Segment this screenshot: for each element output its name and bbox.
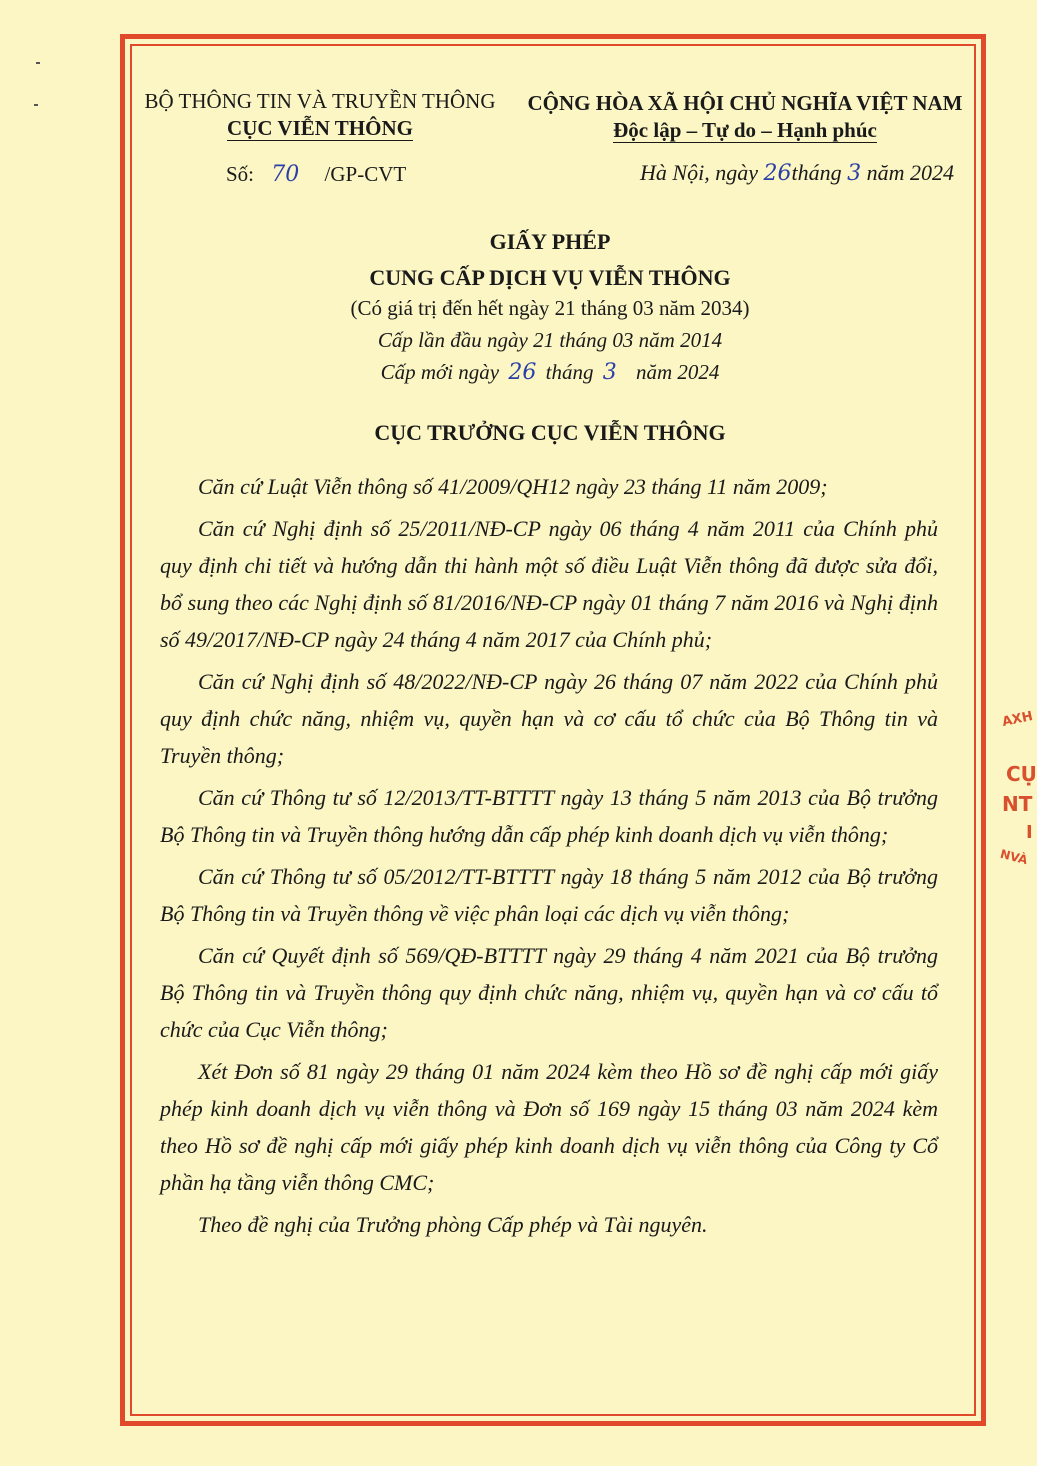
paragraph: Căn cứ Luật Viễn thông số 41/2009/QH12 ngày 23 tháng 11 năm 2009; <box>198 474 828 499</box>
paragraph: Căn cứ Thông tư số 05/2012/TT-BTTTT ngày 18 tháng 5 năm 2012 của Bộ trưởng Bộ Thông tin và Truyền thông về việc phân loại các dịch vụ viễn thông; <box>160 864 938 926</box>
new-issue-month-handwritten: 3 <box>602 360 617 385</box>
document-number <box>226 162 406 187</box>
validity-line: (Có giá trị đến hết ngày 21 tháng 03 năm 2034) <box>350 296 750 320</box>
new-issue-line: Cấp mới ngày 26 tháng 3 năm 2024 <box>380 360 720 385</box>
national-title: CỘNG HÒA XÃ HỘI CHỦ NGHĨA VIỆT NAM <box>527 91 963 115</box>
department-name: CỤC VIỄN THÔNG <box>227 116 413 140</box>
number-prefix: Số: <box>226 162 255 186</box>
date-day-handwritten: 26 <box>763 161 792 186</box>
paragraph: Căn cứ Nghị định số 48/2022/NĐ-CP ngày 26 tháng 07 năm 2022 của Chính phủ quy định chức năng, nhiệm vụ, quyền hạn và cơ cấu tổ chức của Bộ Thông tin và Truyền thông; <box>160 669 938 768</box>
paragraph: Theo đề nghị của Trưởng phòng Cấp phép và Tài nguyên. <box>198 1212 708 1237</box>
first-issue-line: Cấp lần đầu ngày 21 tháng 03 năm 2014 <box>377 328 723 352</box>
date-month-handwritten: 3 <box>847 161 862 186</box>
header-right <box>510 90 980 144</box>
ministry-name: BỘ THÔNG TIN VÀ TRUYỀN THÔNG <box>144 89 496 113</box>
paragraph: Xét Đơn số 81 ngày 29 tháng 01 năm 2024 kèm theo Hồ sơ đề nghị cấp mới giấy phép kinh doanh dịch vụ viễn thông và Đơn số 169 ngày 15 tháng 03 năm 2024 kèm theo Hồ sơ đề nghị cấp mới giấy phép kinh doanh dịch vụ viễn thông của Công ty Cổ phần hạ tầng viễn thông CMC; <box>160 1059 938 1195</box>
issuing-authority: CỤC TRƯỞNG CỤC VIỄN THÔNG <box>374 420 726 445</box>
document-title: GIẤY PHÉP <box>489 229 611 254</box>
paragraph: Căn cứ Thông tư số 12/2013/TT-BTTTT ngày 13 tháng 5 năm 2013 của Bộ trưởng Bộ Thông tin và Truyền thông hướng dẫn cấp phép kinh doanh dịch vụ viễn thông; <box>160 785 938 847</box>
paragraph: Căn cứ Nghị định số 25/2011/NĐ-CP ngày 06 tháng 4 năm 2011 của Chính phủ quy định chi tiết và hướng dẫn thi hành một số điều Luật Viễn thông đã được sửa đổi, bổ sung theo các Nghị định số 81/2016/NĐ-CP ngày 01 tháng 7 năm 2016 và Nghị định số 49/2017/NĐ-CP ngày 24 tháng 4 năm 2017 của Chính phủ; <box>160 516 938 652</box>
issue-date: Hà Nội, ngày 26tháng 3 năm 2024 <box>640 160 954 186</box>
scan-mark <box>34 104 38 106</box>
number-suffix: /GP-CVT <box>324 162 407 186</box>
document-body <box>160 468 938 1248</box>
paragraph: Căn cứ Quyết định số 569/QĐ-BTTTT ngày 29 tháng 4 năm 2021 của Bộ trưởng Bộ Thông tin và Truyền thông quy định chức năng, nhiệm vụ, quyền hạn và cơ cấu tổ chức của Cục Viễn thông; <box>160 943 938 1042</box>
new-issue-day-handwritten: 26 <box>508 360 537 385</box>
document-subtitle: CUNG CẤP DỊCH VỤ VIỄN THÔNG <box>369 265 731 290</box>
scan-mark <box>36 62 40 64</box>
motto: Độc lập – Tự do – Hạnh phúc <box>613 118 877 142</box>
header-left <box>140 88 500 142</box>
seal-stamp-fragment: AXH CỤ NT I NVÀ <box>998 708 1037 868</box>
number-handwritten: 70 <box>271 162 300 187</box>
